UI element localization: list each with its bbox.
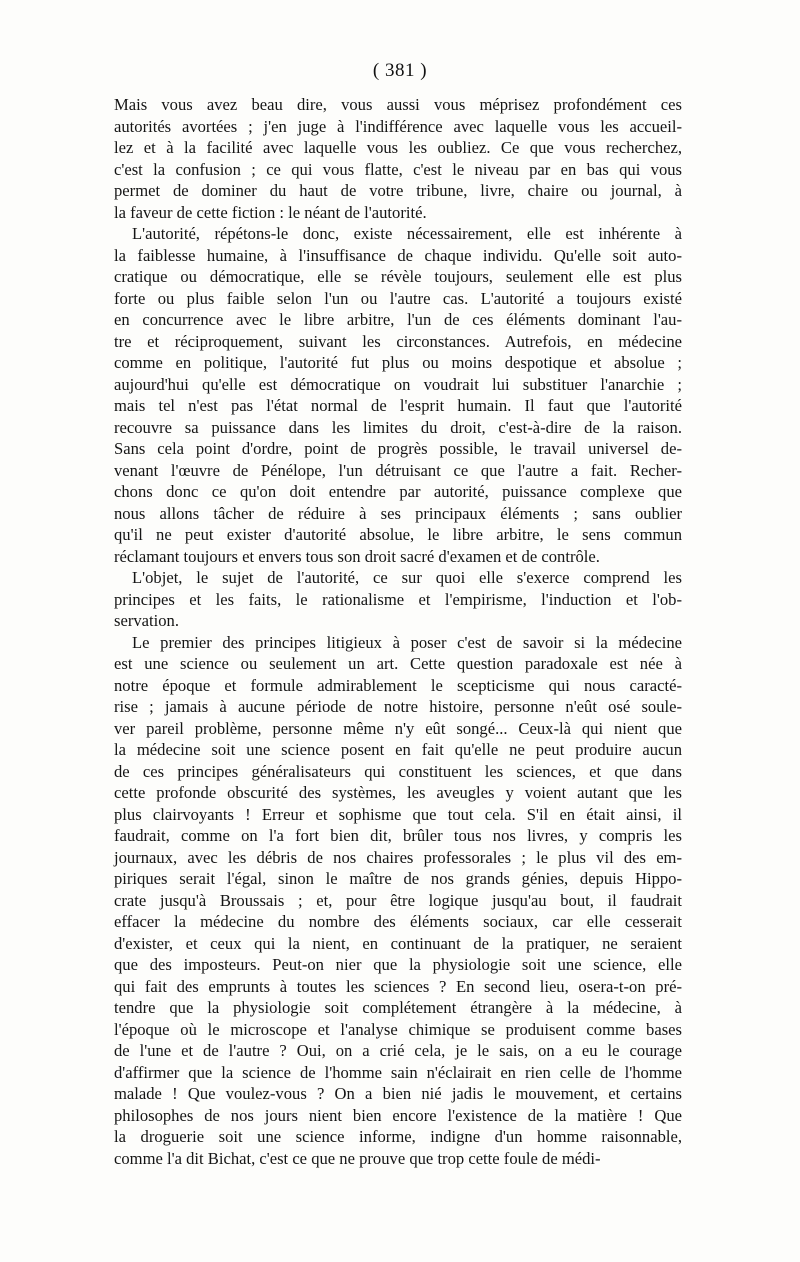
text-line: comme l'a dit Bichat, c'est ce que ne prouve que trop cette foule de médi-: [114, 1148, 601, 1168]
text-line: journaux, avec les débris de nos chaires professorales ; le plus vil des em-: [114, 847, 682, 867]
text-line: autorités avortées ; j'en juge à l'indifférence avec laquelle vous les accueil-: [114, 116, 682, 136]
text-line: crate jusqu'à Broussais ; et, pour être logique jusqu'au bout, il faudrait: [114, 890, 682, 910]
paragraph: [114, 223, 682, 567]
text-line: l'époque où le microscope et l'analyse chimique se produisent comme bases: [114, 1019, 682, 1039]
text-line: notre époque et formule admirablement le scepticisme qui nous caracté-: [114, 675, 682, 695]
text-line: que des imposteurs. Peut-on nier que la physiologie soit une science, elle: [114, 955, 682, 974]
text-line: effacer la médecine du nombre des éléments sociaux, car elle cesserait: [114, 912, 682, 931]
text-line: recouvre sa puissance dans les limites du droit, c'est-à-dire de la raison.: [114, 417, 682, 437]
text-line: tendre que la physiologie soit complétement étrangère à la médecine, à: [114, 998, 682, 1017]
text-line: permet de dominer du haut de votre tribune, livre, chaire ou journal, à: [114, 181, 682, 200]
text-line: Le premier des principes litigieux à poser c'est de savoir si la médecine: [132, 632, 682, 652]
text-line: malade ! Que voulez-vous ? On a bien nié jadis le mouvement, et certains: [114, 1084, 682, 1103]
text-line: piriques serait l'égal, sinon le maître de nos grands génies, depuis Hippo-: [114, 869, 682, 888]
text-line: d'affirmer que la science de l'homme sain n'éclairait en rien celle de l'homme: [114, 1062, 682, 1082]
text-line: la droguerie soit une science informe, indigne d'un homme raisonnable,: [114, 1127, 682, 1146]
text-line: la faiblesse humaine, à l'insuffisance de chaque individu. Qu'elle soit auto-: [114, 245, 682, 265]
text-line: rise ; jamais à aucune période de notre histoire, personne n'eût osé soule-: [114, 697, 682, 716]
text-line: d'exister, et ceux qui la nient, en continuant de la pratiquer, ne seraient: [114, 933, 682, 953]
text-line: philosophes de nos jours nient bien encore l'existence de la matière ! Que: [114, 1105, 682, 1125]
paragraph: [114, 94, 682, 223]
text-line: cette profonde obscurité des systèmes, les aveugles y voient autant que les: [114, 783, 682, 802]
text-line: est une science ou seulement un art. Cette question paradoxale est née à: [114, 654, 682, 673]
text-line: en concurrence avec le libre arbitre, l'un de ces éléments dominant l'au-: [114, 310, 682, 329]
text-line: L'autorité, répétons-le donc, existe nécessairement, elle est inhérente à: [132, 224, 682, 243]
text-line: qu'il ne peut exister d'autorité absolue, le libre arbitre, le sens commun: [114, 525, 682, 544]
text-line: aujourd'hui qu'elle est démocratique on voudrait lui substituer l'anarchie ;: [114, 374, 682, 394]
text-line: ver pareil problème, personne même n'y eût songé... Ceux-là qui nient que: [114, 718, 682, 738]
text-line: Mais vous avez beau dire, vous aussi vous méprisez profondément ces: [114, 95, 682, 114]
text-line: cratique ou démocratique, elle se révèle toujours, seulement elle est plus: [114, 267, 682, 286]
text-line: c'est la confusion ; ce qui vous flatte, c'est le niveau par en bas qui vous: [114, 159, 682, 179]
text-line: venant l'œuvre de Pénélope, l'un détruisant ce que l'autre a fait. Recher-: [114, 460, 682, 480]
text-line: comme en politique, l'autorité fut plus ou moins despotique et absolue ;: [114, 353, 682, 372]
text-line: qui fait des emprunts à toutes les sciences ? En second lieu, osera-t-on pré-: [114, 976, 682, 996]
text-line: mais tel n'est pas l'état normal de l'esprit humain. Il faut que l'autorité: [114, 396, 682, 415]
text-line: L'objet, le sujet de l'autorité, ce sur quoi elle s'exerce comprend les: [132, 568, 682, 587]
text-line: de l'une et de l'autre ? Oui, on a crié cela, je le sais, on a eu le courage: [114, 1041, 682, 1060]
text-line: tre et réciproquement, suivant les circonstances. Autrefois, en médecine: [114, 331, 682, 351]
paragraph: [114, 632, 682, 1170]
paragraph: [114, 567, 682, 632]
text-line: réclamant toujours et envers tous son droit sacré d'examen et de contrôle.: [114, 546, 600, 566]
page-number: ( 381 ): [372, 60, 428, 81]
text-line: chons donc ce qu'on doit entendre par autorité, puissance complexe que: [114, 482, 682, 501]
text-line: Sans cela point d'ordre, point de progrès possible, le travail universel de-: [114, 439, 682, 458]
text-line: servation.: [114, 611, 179, 630]
text-line: nous allons tâcher de réduire à ses principaux éléments ; sans oublier: [114, 503, 682, 523]
body-text: [114, 94, 682, 1169]
text-line: de ces principes généralisateurs qui constituent les sciences, et que dans: [114, 761, 682, 781]
text-line: la faveur de cette fiction : le néant de l'autorité.: [114, 202, 427, 222]
text-line: principes et les faits, le rationalisme et l'empirisme, l'induction et l'ob-: [114, 589, 682, 609]
text-line: lez et à la facilité avec laquelle vous les oubliez. Ce que vous recherchez,: [114, 138, 682, 157]
text-line: la médecine soit une science posent en fait qu'elle ne peut produire aucun: [114, 740, 682, 759]
text-line: faudrait, comme on l'a fort bien dit, brûler tous nos livres, y compris les: [114, 826, 682, 845]
text-line: plus clairvoyants ! Erreur et sophisme que tout cela. S'il en était ainsi, il: [114, 804, 682, 824]
text-line: forte ou plus faible selon l'un ou l'autre cas. L'autorité a toujours existé: [114, 288, 682, 308]
